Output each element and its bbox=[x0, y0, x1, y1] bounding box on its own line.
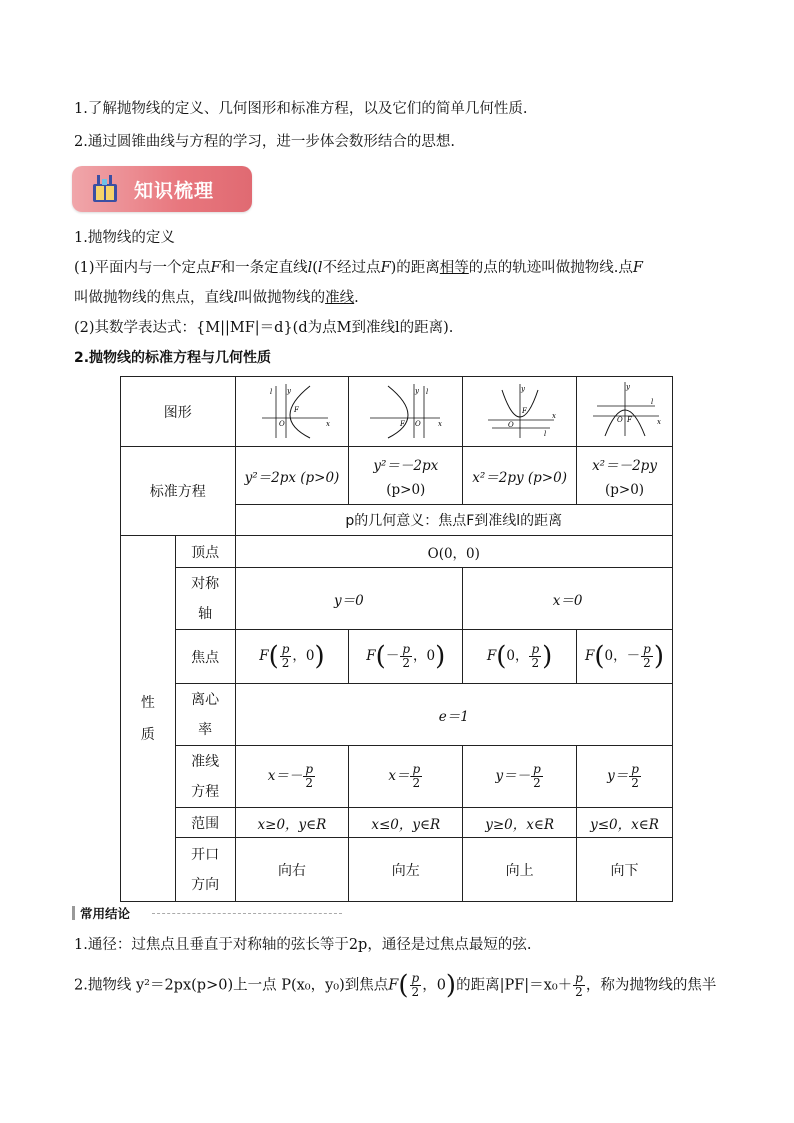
section1-heading: 1.抛物线的定义 bbox=[74, 230, 175, 246]
open-label: 开口 方向 bbox=[175, 838, 235, 902]
common-1: 1.通径：过焦点且垂直于对称轴的弦长等于2p，通径是过焦点最短的弦. bbox=[74, 937, 532, 953]
svg-text:O: O bbox=[616, 415, 623, 424]
objective-2: 2.通过圆锥曲线与方程的学习，进一步体会数形结合的思想. bbox=[74, 134, 455, 150]
svg-text:y: y bbox=[520, 384, 525, 393]
book-icon bbox=[90, 172, 120, 206]
parabola-table bbox=[120, 376, 673, 902]
definition-expression: (2)其数学表达式：{M||MF|＝d}(d为点M到准线l的距离). bbox=[74, 320, 454, 336]
svg-text:F: F bbox=[521, 406, 527, 415]
axis-label: 对称 轴 bbox=[175, 568, 235, 630]
std-eq-up: x²＝2py (p>0) bbox=[463, 447, 577, 505]
graph-left bbox=[349, 377, 463, 447]
std-eq-down: x²＝－2py (p>0) bbox=[577, 447, 673, 505]
std-eq-right: y²＝2px (p>0) bbox=[235, 447, 349, 505]
p-meaning: p的几何意义：焦点F到准线l的距离 bbox=[235, 505, 672, 536]
section-banner bbox=[72, 166, 252, 212]
range-label: 范围 bbox=[175, 808, 235, 838]
svg-text:y: y bbox=[286, 386, 291, 395]
common-divider bbox=[152, 913, 342, 914]
focus-down: F(0，－ $\frac{p}{2}$ ) bbox=[577, 630, 673, 684]
svg-text:x: x bbox=[551, 411, 556, 420]
open-left: 向左 bbox=[349, 838, 463, 902]
svg-text:x: x bbox=[437, 419, 442, 428]
graph-up bbox=[463, 377, 577, 447]
props-label: 性 质 bbox=[121, 536, 176, 902]
vertex-label: 顶点 bbox=[175, 536, 235, 568]
svg-text:y: y bbox=[414, 386, 419, 395]
definition-line-1: (1)平面内与一个定点F和一条定直线l(l不经过点F)的距离相等的点的轨迹叫做抛物线.点F bbox=[74, 260, 643, 276]
svg-text:y: y bbox=[625, 382, 630, 391]
range-left: x≤0，y∈R bbox=[349, 808, 463, 838]
svg-text:x: x bbox=[325, 419, 330, 428]
vertex-value: O(0，0) bbox=[235, 536, 672, 568]
graph-right bbox=[235, 377, 349, 447]
dir-left: x＝ $\frac{p}{2}$ bbox=[349, 746, 463, 808]
ecc-label: 离心 率 bbox=[175, 684, 235, 746]
open-up: 向上 bbox=[463, 838, 577, 902]
graph-label: 图形 bbox=[121, 377, 236, 447]
objective-1: 1.了解抛物线的定义、几何图形和标准方程，以及它们的简单几何性质. bbox=[74, 101, 528, 117]
axis-y0: y＝0 bbox=[235, 568, 463, 630]
std-eq-label: 标准方程 bbox=[121, 447, 236, 536]
open-down: 向下 bbox=[577, 838, 673, 902]
range-right: x≥0，y∈R bbox=[235, 808, 349, 838]
focus-up: F(0， $\frac{p}{2}$ ) bbox=[463, 630, 577, 684]
svg-text:l: l bbox=[425, 387, 429, 396]
svg-text:O: O bbox=[414, 419, 421, 428]
svg-text:O: O bbox=[278, 419, 285, 428]
common-heading: 常用结论 bbox=[80, 906, 131, 921]
svg-text:F: F bbox=[399, 419, 405, 428]
svg-text:O: O bbox=[507, 420, 514, 429]
axis-x0: x＝0 bbox=[463, 568, 673, 630]
svg-text:F: F bbox=[293, 405, 299, 414]
focus-label: 焦点 bbox=[175, 630, 235, 684]
dir-label: 准线 方程 bbox=[175, 746, 235, 808]
range-down: y≤0，x∈R bbox=[577, 808, 673, 838]
banner-title: 知识梳理 bbox=[134, 180, 215, 202]
term-equal: 相等 bbox=[439, 260, 469, 276]
svg-text:l: l bbox=[650, 397, 653, 406]
definition-line-2: 叫做抛物线的焦点，直线l叫做抛物线的准线. bbox=[74, 290, 359, 306]
common-2: 2.抛物线 y²＝2px(p>0)上一点 P(x₀，y₀)到焦点F( $\frac{p}{2}$ ，0)的距离|PF|＝x₀＋ $\frac{p}{2}$ ，称为抛物线的焦半 bbox=[74, 970, 717, 1001]
open-right: 向右 bbox=[235, 838, 349, 902]
range-up: y≥0，x∈R bbox=[463, 808, 577, 838]
std-eq-left: y²＝－2px (p>0) bbox=[349, 447, 463, 505]
svg-text:F: F bbox=[626, 415, 632, 424]
svg-text:l: l bbox=[543, 429, 546, 438]
focus-right: F( $\frac{p}{2}$ ，0) bbox=[235, 630, 349, 684]
graph-down bbox=[577, 377, 673, 447]
section2-heading: 2.抛物线的标准方程与几何性质 bbox=[74, 350, 272, 366]
dir-up: y＝－ $\frac{p}{2}$ bbox=[463, 746, 577, 808]
dir-right: x＝－ $\frac{p}{2}$ bbox=[235, 746, 349, 808]
ecc-value: e＝1 bbox=[235, 684, 672, 746]
focus-left: F(－ $\frac{p}{2}$ ，0) bbox=[349, 630, 463, 684]
term-directrix: 准线 bbox=[325, 290, 355, 306]
dir-down: y＝ $\frac{p}{2}$ bbox=[577, 746, 673, 808]
svg-text:l: l bbox=[269, 387, 273, 396]
svg-text:x: x bbox=[656, 417, 661, 426]
